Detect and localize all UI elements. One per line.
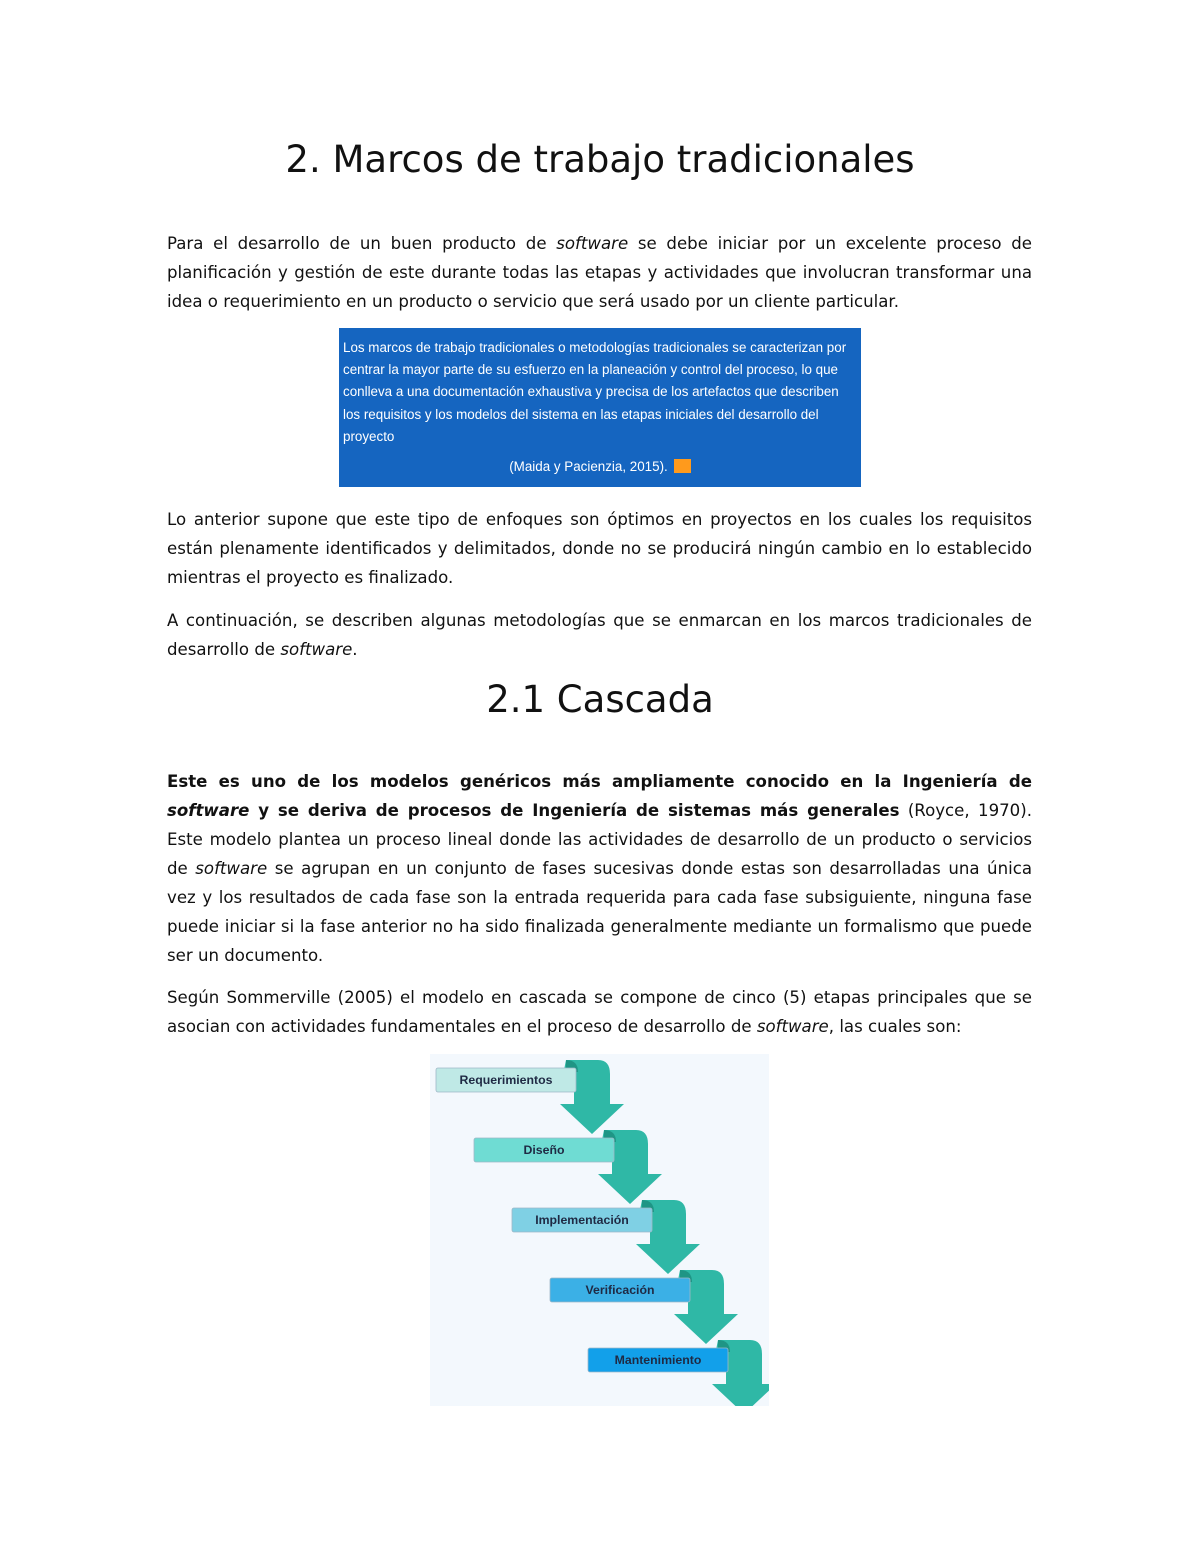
paragraph-metodologias [167,606,1032,664]
quote-citation: (Maida y Pacienzia, 2015). [509,459,668,474]
sommerville-text-2: , las cuales son: [828,1017,962,1036]
stage-label-1: Requerimientos [459,1073,553,1087]
stage-4 [550,1270,738,1344]
section-title: 2. Marcos de trabajo tradicionales [285,138,915,181]
paragraph-cascada [167,767,1032,970]
cascada-bold-1: Este es uno de los modelos genéricos más ampliamente conocido en la Ingeniería de [167,772,1032,791]
stage-3 [512,1200,700,1274]
sommerville-text-1: Según Sommerville (2005) el modelo en cascada se compone de cinco (5) etapas principales que se asocian con actividades fundamentales en el proceso de desarrollo de [167,988,1032,1036]
quote-citation-line [339,459,861,474]
stage-label-2: Diseño [523,1143,565,1157]
stage-1 [436,1060,624,1134]
quote-text: Los marcos de trabajo tradicionales o metodologías tradicionales se caracterizan por centrar la mayor parte de su esfuerzo en la planeación y control del proceso, lo que conlleva a una documentación exhaustiva y precisa de los artefactos que describen los requisitos y los modelos del sistema en las etapas iniciales del desarrollo del proyecto [343,340,847,444]
waterfall-svg [430,1054,769,1406]
metodologias-text-1: A continuación, se describen algunas metodologías que se enmarcan en los marcos tradicionales de desarrollo de [167,611,1032,659]
stage-5 [588,1340,769,1406]
metodologias-text-2: . [352,640,358,659]
paragraph-sommerville [167,983,1032,1041]
stage-2 [474,1130,662,1204]
intro-text-1: Para el desarrollo de un buen producto de [167,234,557,253]
cascada-text-2: se agrupan en un conjunto de fases sucesivas donde estas son desarrolladas una única vez y los resultados de cada fase son la entrada requerida para cada fase subsiguiente, ninguna fase puede iniciar si la fase anterior no ha sido finalizada generalmente mediante un formalismo que puede ser un documento. [167,859,1032,965]
metodologias-software-emphasis: software [280,640,353,659]
cascada-bold-software: software [167,801,250,820]
stage-label-4: Verificación [585,1283,655,1297]
cascada-text-1: (Royce, 1970). Este modelo plantea un proceso lineal donde las actividades de desarrollo de un producto o servicios de [167,801,1032,878]
waterfall-diagram [430,1054,769,1406]
intro-text-2: se debe iniciar por un excelente proceso de planificación y gestión de este durante todas las etapas y actividades que involucran transformar una idea o requerimiento en un producto o servicio que será usado por un cliente particular. [167,234,1032,311]
subsection-title: 2.1 Cascada [486,678,714,721]
stage-label-3: Implementación [535,1213,629,1227]
sommerville-software-emphasis: software [756,1017,829,1036]
cascada-bold-2: y se deriva de procesos de Ingeniería de sistemas más generales [249,801,900,820]
stage-label-5: Mantenimiento [614,1353,702,1367]
quote-box [339,328,861,487]
intro-paragraph [167,229,1032,316]
paragraph-enfoques: Lo anterior supone que este tipo de enfoques son óptimos en proyectos en los cuales los requisitos están plenamente identificados y delimitados, donde no se producirá ningún cambio en lo establecido mientras el proyecto es finalizado. [167,510,1032,587]
orange-square-icon [674,459,691,473]
intro-software-emphasis: software [556,234,629,253]
cascada-software-emphasis: software [195,859,268,878]
